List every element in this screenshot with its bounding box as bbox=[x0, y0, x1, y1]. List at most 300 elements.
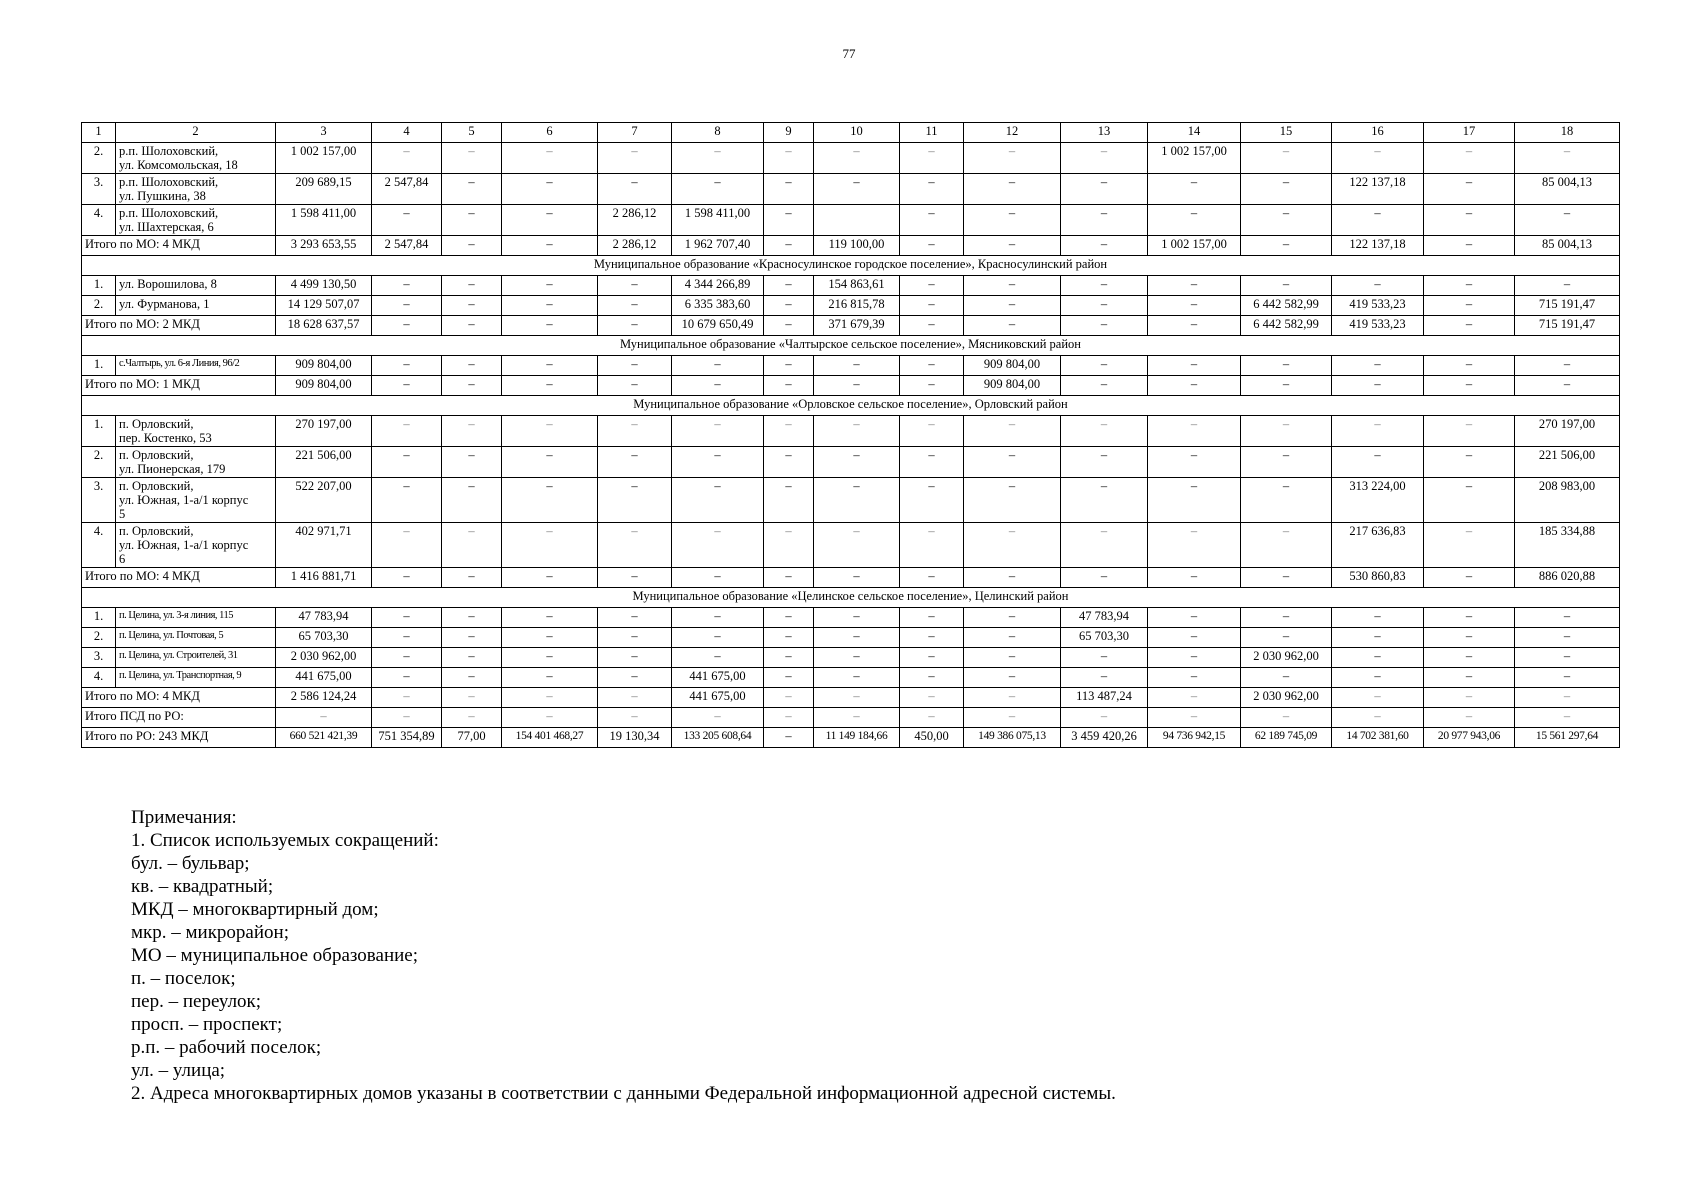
value-cell: – bbox=[964, 296, 1061, 316]
value-cell: – bbox=[372, 316, 442, 336]
column-header: 9 bbox=[764, 123, 814, 143]
note-line: просп. – проспект; bbox=[131, 1014, 283, 1035]
value-cell: – bbox=[1148, 174, 1241, 205]
value-cell: 909 804,00 bbox=[964, 376, 1061, 396]
value-cell: – bbox=[598, 316, 672, 336]
row-number: 2. bbox=[82, 628, 116, 648]
value-cell: – bbox=[442, 236, 502, 256]
value-cell: 2 586 124,24 bbox=[276, 688, 372, 708]
value-cell: – bbox=[598, 174, 672, 205]
value-cell: – bbox=[1515, 143, 1620, 174]
value-cell: – bbox=[442, 648, 502, 668]
address-line: ул. Шахтерская, 6 bbox=[119, 220, 214, 234]
value-cell: – bbox=[1424, 236, 1515, 256]
value-cell: – bbox=[1061, 316, 1148, 336]
value-cell: – bbox=[1424, 608, 1515, 628]
value-cell: – bbox=[1515, 668, 1620, 688]
value-cell: 18 628 637,57 bbox=[276, 316, 372, 336]
value-cell: – bbox=[1061, 648, 1148, 668]
value-cell: – bbox=[900, 376, 964, 396]
value-cell: 2 547,84 bbox=[372, 174, 442, 205]
value-cell: 122 137,18 bbox=[1332, 174, 1424, 205]
value-cell: – bbox=[764, 376, 814, 396]
value-cell: 751 354,89 bbox=[372, 728, 442, 748]
address-cell bbox=[116, 416, 276, 447]
value-cell: – bbox=[1148, 356, 1241, 376]
value-cell: 4 499 130,50 bbox=[276, 276, 372, 296]
value-cell: – bbox=[502, 356, 598, 376]
note-line: кв. – квадратный; bbox=[131, 876, 274, 897]
note-line: МКД – многоквартирный дом; bbox=[131, 899, 379, 920]
value-cell: – bbox=[1515, 628, 1620, 648]
value-cell: 3 459 420,26 bbox=[1061, 728, 1148, 748]
value-cell: – bbox=[964, 236, 1061, 256]
value-cell: – bbox=[814, 668, 900, 688]
value-cell: – bbox=[1332, 416, 1424, 447]
value-cell: – bbox=[502, 316, 598, 336]
value-cell: – bbox=[502, 205, 598, 236]
table-row bbox=[82, 523, 1620, 568]
column-header: 18 bbox=[1515, 123, 1620, 143]
value-cell: – bbox=[814, 628, 900, 648]
value-cell: 715 191,47 bbox=[1515, 296, 1620, 316]
value-cell: – bbox=[598, 708, 672, 728]
notes-section bbox=[131, 806, 1116, 1105]
value-cell: – bbox=[442, 608, 502, 628]
value-cell: – bbox=[900, 447, 964, 478]
value-cell: – bbox=[1061, 568, 1148, 588]
value-cell: – bbox=[372, 447, 442, 478]
value-cell: – bbox=[372, 478, 442, 523]
value-cell: – bbox=[900, 205, 964, 236]
value-cell: – bbox=[964, 205, 1061, 236]
column-header: 10 bbox=[814, 123, 900, 143]
section-row bbox=[82, 336, 1620, 356]
table-header-row bbox=[82, 123, 1620, 143]
value-cell: 221 506,00 bbox=[1515, 447, 1620, 478]
value-cell: – bbox=[1241, 447, 1332, 478]
value-cell: – bbox=[442, 174, 502, 205]
value-cell: – bbox=[764, 447, 814, 478]
value-cell: 1 002 157,00 bbox=[276, 143, 372, 174]
note-line: р.п. – рабочий поселок; bbox=[131, 1037, 322, 1058]
value-cell: – bbox=[598, 688, 672, 708]
value-cell: 3 293 653,55 bbox=[276, 236, 372, 256]
value-cell: – bbox=[372, 568, 442, 588]
value-cell: – bbox=[1061, 296, 1148, 316]
value-cell: – bbox=[672, 648, 764, 668]
value-cell: – bbox=[598, 143, 672, 174]
column-header: 1 bbox=[82, 123, 116, 143]
value-cell: – bbox=[1424, 376, 1515, 396]
value-cell: – bbox=[764, 478, 814, 523]
value-cell: – bbox=[814, 568, 900, 588]
address-cell bbox=[116, 296, 276, 316]
value-cell: – bbox=[1241, 276, 1332, 296]
value-cell: 2 030 962,00 bbox=[276, 648, 372, 668]
section-title: Муниципальное образование «Целинское сельское поселение», Целинский район bbox=[82, 588, 1620, 608]
table-row bbox=[82, 174, 1620, 205]
value-cell: 85 004,13 bbox=[1515, 236, 1620, 256]
value-cell: – bbox=[814, 356, 900, 376]
value-cell: – bbox=[1148, 668, 1241, 688]
value-cell: – bbox=[1148, 688, 1241, 708]
address-line: ул. Пушкина, 38 bbox=[119, 189, 206, 203]
value-cell: – bbox=[442, 205, 502, 236]
value-cell: – bbox=[1241, 205, 1332, 236]
row-number: 4. bbox=[82, 668, 116, 688]
value-cell: – bbox=[502, 688, 598, 708]
total-label: Итого по РО: 243 МКД bbox=[82, 728, 276, 748]
table-row bbox=[82, 205, 1620, 236]
value-cell: – bbox=[764, 668, 814, 688]
value-cell: 11 149 184,66 bbox=[814, 728, 900, 748]
value-cell: 149 386 075,13 bbox=[964, 728, 1061, 748]
value-cell: – bbox=[1148, 205, 1241, 236]
value-cell: – bbox=[1241, 174, 1332, 205]
table-row bbox=[82, 628, 1620, 648]
value-cell: – bbox=[814, 478, 900, 523]
row-number: 1. bbox=[82, 608, 116, 628]
address-line: с.Чалтырь, ул. 6-я Линия, 96/2 bbox=[119, 358, 240, 369]
value-cell: – bbox=[1241, 356, 1332, 376]
value-cell: – bbox=[502, 143, 598, 174]
value-cell: 208 983,00 bbox=[1515, 478, 1620, 523]
value-cell: – bbox=[372, 376, 442, 396]
column-header: 14 bbox=[1148, 123, 1241, 143]
value-cell: 77,00 bbox=[442, 728, 502, 748]
value-cell: – bbox=[598, 447, 672, 478]
value-cell: – bbox=[1424, 447, 1515, 478]
page-number: 77 bbox=[842, 46, 856, 61]
value-cell: 65 703,30 bbox=[276, 628, 372, 648]
value-cell: 122 137,18 bbox=[1332, 236, 1424, 256]
value-cell: – bbox=[598, 628, 672, 648]
table-row bbox=[82, 668, 1620, 688]
value-cell: 10 679 650,49 bbox=[672, 316, 764, 336]
address-line: ул. Фурманова, 1 bbox=[119, 297, 210, 311]
address-line: р.п. Шолоховский, bbox=[119, 175, 219, 189]
value-cell bbox=[814, 205, 900, 236]
address-line: 5 bbox=[119, 507, 126, 521]
value-cell: – bbox=[1424, 648, 1515, 668]
value-cell: 221 506,00 bbox=[276, 447, 372, 478]
value-cell: – bbox=[1148, 416, 1241, 447]
address-line: ул. Пионерская, 179 bbox=[119, 462, 226, 476]
value-cell: 6 442 582,99 bbox=[1241, 316, 1332, 336]
value-cell: – bbox=[814, 523, 900, 568]
value-cell: – bbox=[764, 708, 814, 728]
address-cell bbox=[116, 205, 276, 236]
value-cell: – bbox=[1061, 356, 1148, 376]
address-line: ул. Южная, 1-а/1 корпус bbox=[119, 493, 249, 507]
value-cell: – bbox=[1424, 316, 1515, 336]
value-cell: 313 224,00 bbox=[1332, 478, 1424, 523]
row-number: 1. bbox=[82, 416, 116, 447]
value-cell: 715 191,47 bbox=[1515, 316, 1620, 336]
value-cell: 441 675,00 bbox=[276, 668, 372, 688]
value-cell: 1 962 707,40 bbox=[672, 236, 764, 256]
value-cell: – bbox=[442, 296, 502, 316]
budget-table bbox=[81, 122, 1620, 748]
address-line: п. Орловский, bbox=[119, 448, 194, 462]
value-cell: – bbox=[964, 568, 1061, 588]
column-header: 11 bbox=[900, 123, 964, 143]
value-cell: – bbox=[442, 356, 502, 376]
value-cell: – bbox=[1332, 668, 1424, 688]
value-cell: – bbox=[442, 478, 502, 523]
value-cell: – bbox=[1515, 276, 1620, 296]
value-cell: 6 335 383,60 bbox=[672, 296, 764, 316]
value-cell: 886 020,88 bbox=[1515, 568, 1620, 588]
value-cell: – bbox=[1061, 478, 1148, 523]
value-cell: – bbox=[900, 174, 964, 205]
value-cell: – bbox=[964, 688, 1061, 708]
value-cell: – bbox=[672, 143, 764, 174]
value-cell: – bbox=[598, 356, 672, 376]
value-cell: – bbox=[1148, 296, 1241, 316]
value-cell: – bbox=[1515, 608, 1620, 628]
value-cell: – bbox=[814, 688, 900, 708]
value-cell: – bbox=[764, 728, 814, 748]
value-cell: 1 598 411,00 bbox=[672, 205, 764, 236]
value-cell: – bbox=[900, 608, 964, 628]
value-cell: – bbox=[442, 523, 502, 568]
table-row bbox=[82, 276, 1620, 296]
value-cell: – bbox=[1424, 523, 1515, 568]
value-cell: 209 689,15 bbox=[276, 174, 372, 205]
total-label: Итого по МО: 2 МКД bbox=[82, 316, 276, 336]
value-cell: – bbox=[764, 416, 814, 447]
value-cell: 2 030 962,00 bbox=[1241, 648, 1332, 668]
value-cell: – bbox=[964, 447, 1061, 478]
value-cell: – bbox=[964, 276, 1061, 296]
value-cell: – bbox=[1061, 523, 1148, 568]
value-cell: – bbox=[598, 296, 672, 316]
value-cell: – bbox=[900, 276, 964, 296]
total-label: Итого ПСД по РО: bbox=[82, 708, 276, 728]
value-cell: 19 130,34 bbox=[598, 728, 672, 748]
total-label: Итого по МО: 4 МКД bbox=[82, 568, 276, 588]
value-cell: 909 804,00 bbox=[276, 356, 372, 376]
value-cell: – bbox=[1241, 416, 1332, 447]
value-cell: – bbox=[1332, 276, 1424, 296]
value-cell: – bbox=[964, 143, 1061, 174]
value-cell: – bbox=[764, 296, 814, 316]
value-cell: – bbox=[1332, 708, 1424, 728]
value-cell: – bbox=[1148, 648, 1241, 668]
table-row bbox=[82, 356, 1620, 376]
row-number: 2. bbox=[82, 143, 116, 174]
value-cell: – bbox=[764, 143, 814, 174]
value-cell: – bbox=[372, 608, 442, 628]
row-number: 4. bbox=[82, 523, 116, 568]
value-cell: – bbox=[1061, 236, 1148, 256]
address-cell bbox=[116, 608, 276, 628]
value-cell: – bbox=[764, 568, 814, 588]
value-cell: – bbox=[372, 356, 442, 376]
value-cell: – bbox=[672, 447, 764, 478]
column-header: 12 bbox=[964, 123, 1061, 143]
value-cell: – bbox=[764, 628, 814, 648]
column-header: 4 bbox=[372, 123, 442, 143]
value-cell: 47 783,94 bbox=[1061, 608, 1148, 628]
value-cell: – bbox=[1515, 688, 1620, 708]
value-cell: – bbox=[502, 174, 598, 205]
column-header: 17 bbox=[1424, 123, 1515, 143]
value-cell: – bbox=[442, 416, 502, 447]
value-cell: – bbox=[1424, 296, 1515, 316]
value-cell: – bbox=[1424, 416, 1515, 447]
address-line: п. Целина, ул. Почтовая, 5 bbox=[119, 630, 224, 641]
section-title: Муниципальное образование «Орловское сельское поселение», Орловский район bbox=[82, 396, 1620, 416]
value-cell: – bbox=[1515, 648, 1620, 668]
value-cell: – bbox=[672, 568, 764, 588]
value-cell: – bbox=[598, 376, 672, 396]
value-cell: – bbox=[1061, 708, 1148, 728]
column-header: 15 bbox=[1241, 123, 1332, 143]
table-row bbox=[82, 478, 1620, 523]
value-cell: 119 100,00 bbox=[814, 236, 900, 256]
value-cell: 2 286,12 bbox=[598, 236, 672, 256]
value-cell: – bbox=[502, 416, 598, 447]
value-cell: – bbox=[1424, 568, 1515, 588]
row-number: 2. bbox=[82, 447, 116, 478]
value-cell: – bbox=[900, 416, 964, 447]
address-line: п. Орловский, bbox=[119, 417, 194, 431]
value-cell: – bbox=[764, 648, 814, 668]
value-cell: – bbox=[1424, 668, 1515, 688]
value-cell: – bbox=[1148, 568, 1241, 588]
table-body bbox=[82, 123, 1620, 748]
value-cell: – bbox=[672, 608, 764, 628]
value-cell: – bbox=[814, 708, 900, 728]
value-cell: – bbox=[1241, 668, 1332, 688]
table-row bbox=[82, 416, 1620, 447]
value-cell: – bbox=[442, 143, 502, 174]
value-cell: – bbox=[764, 356, 814, 376]
value-cell: – bbox=[1515, 708, 1620, 728]
value-cell: – bbox=[764, 236, 814, 256]
value-cell: – bbox=[372, 296, 442, 316]
value-cell: – bbox=[1332, 356, 1424, 376]
value-cell: – bbox=[814, 174, 900, 205]
note-line: бул. – бульвар; bbox=[131, 853, 250, 874]
value-cell: – bbox=[372, 143, 442, 174]
value-cell: – bbox=[1424, 708, 1515, 728]
value-cell: 47 783,94 bbox=[276, 608, 372, 628]
address-line: п. Целина, ул. 3-я линия, 115 bbox=[119, 610, 234, 621]
value-cell: – bbox=[672, 478, 764, 523]
section-row bbox=[82, 256, 1620, 276]
value-cell: – bbox=[1241, 608, 1332, 628]
value-cell: – bbox=[502, 648, 598, 668]
total-row bbox=[82, 236, 1620, 256]
value-cell: 402 971,71 bbox=[276, 523, 372, 568]
value-cell: – bbox=[502, 668, 598, 688]
value-cell: – bbox=[372, 416, 442, 447]
value-cell: – bbox=[1332, 447, 1424, 478]
value-cell: – bbox=[1241, 523, 1332, 568]
value-cell: 2 030 962,00 bbox=[1241, 688, 1332, 708]
value-cell: – bbox=[900, 296, 964, 316]
value-cell: 217 636,83 bbox=[1332, 523, 1424, 568]
value-cell: 15 561 297,64 bbox=[1515, 728, 1620, 748]
value-cell: 909 804,00 bbox=[964, 356, 1061, 376]
address-line: ул. Южная, 1-а/1 корпус bbox=[119, 538, 249, 552]
value-cell: 419 533,23 bbox=[1332, 316, 1424, 336]
value-cell: – bbox=[502, 478, 598, 523]
value-cell: – bbox=[1148, 608, 1241, 628]
value-cell: – bbox=[1148, 447, 1241, 478]
value-cell: – bbox=[814, 608, 900, 628]
row-number: 4. bbox=[82, 205, 116, 236]
value-cell: – bbox=[764, 688, 814, 708]
table-row bbox=[82, 608, 1620, 628]
address-cell bbox=[116, 523, 276, 568]
value-cell: – bbox=[814, 447, 900, 478]
value-cell: – bbox=[372, 688, 442, 708]
value-cell: 371 679,39 bbox=[814, 316, 900, 336]
value-cell: – bbox=[372, 523, 442, 568]
value-cell: – bbox=[900, 648, 964, 668]
value-cell: 419 533,23 bbox=[1332, 296, 1424, 316]
table-row bbox=[82, 648, 1620, 668]
value-cell: 1 002 157,00 bbox=[1148, 143, 1241, 174]
value-cell: – bbox=[1061, 416, 1148, 447]
value-cell: – bbox=[964, 174, 1061, 205]
value-cell: – bbox=[1424, 478, 1515, 523]
value-cell: – bbox=[900, 708, 964, 728]
value-cell: 65 703,30 bbox=[1061, 628, 1148, 648]
value-cell: 85 004,13 bbox=[1515, 174, 1620, 205]
value-cell: – bbox=[900, 628, 964, 648]
value-cell: 441 675,00 bbox=[672, 668, 764, 688]
value-cell: – bbox=[372, 648, 442, 668]
value-cell: – bbox=[598, 478, 672, 523]
value-cell: – bbox=[764, 608, 814, 628]
table-row bbox=[82, 143, 1620, 174]
value-cell: – bbox=[1332, 376, 1424, 396]
value-cell: 270 197,00 bbox=[276, 416, 372, 447]
value-cell: – bbox=[502, 628, 598, 648]
value-cell: – bbox=[1332, 143, 1424, 174]
value-cell: – bbox=[442, 447, 502, 478]
value-cell: – bbox=[1515, 356, 1620, 376]
value-cell: – bbox=[1424, 174, 1515, 205]
address-cell bbox=[116, 356, 276, 376]
value-cell: – bbox=[1148, 708, 1241, 728]
value-cell: – bbox=[502, 568, 598, 588]
address-line: 6 bbox=[119, 552, 126, 566]
column-header: 13 bbox=[1061, 123, 1148, 143]
value-cell: – bbox=[1424, 688, 1515, 708]
value-cell: – bbox=[372, 628, 442, 648]
value-cell: – bbox=[672, 523, 764, 568]
value-cell: 270 197,00 bbox=[1515, 416, 1620, 447]
value-cell: – bbox=[372, 708, 442, 728]
value-cell: – bbox=[964, 708, 1061, 728]
value-cell: – bbox=[276, 708, 372, 728]
value-cell: – bbox=[900, 668, 964, 688]
value-cell: – bbox=[442, 688, 502, 708]
value-cell: 2 286,12 bbox=[598, 205, 672, 236]
column-header: 6 bbox=[502, 123, 598, 143]
address-line: п. Целина, ул. Транспортная, 9 bbox=[119, 670, 242, 681]
address-cell bbox=[116, 648, 276, 668]
row-number: 2. bbox=[82, 296, 116, 316]
value-cell: – bbox=[900, 523, 964, 568]
